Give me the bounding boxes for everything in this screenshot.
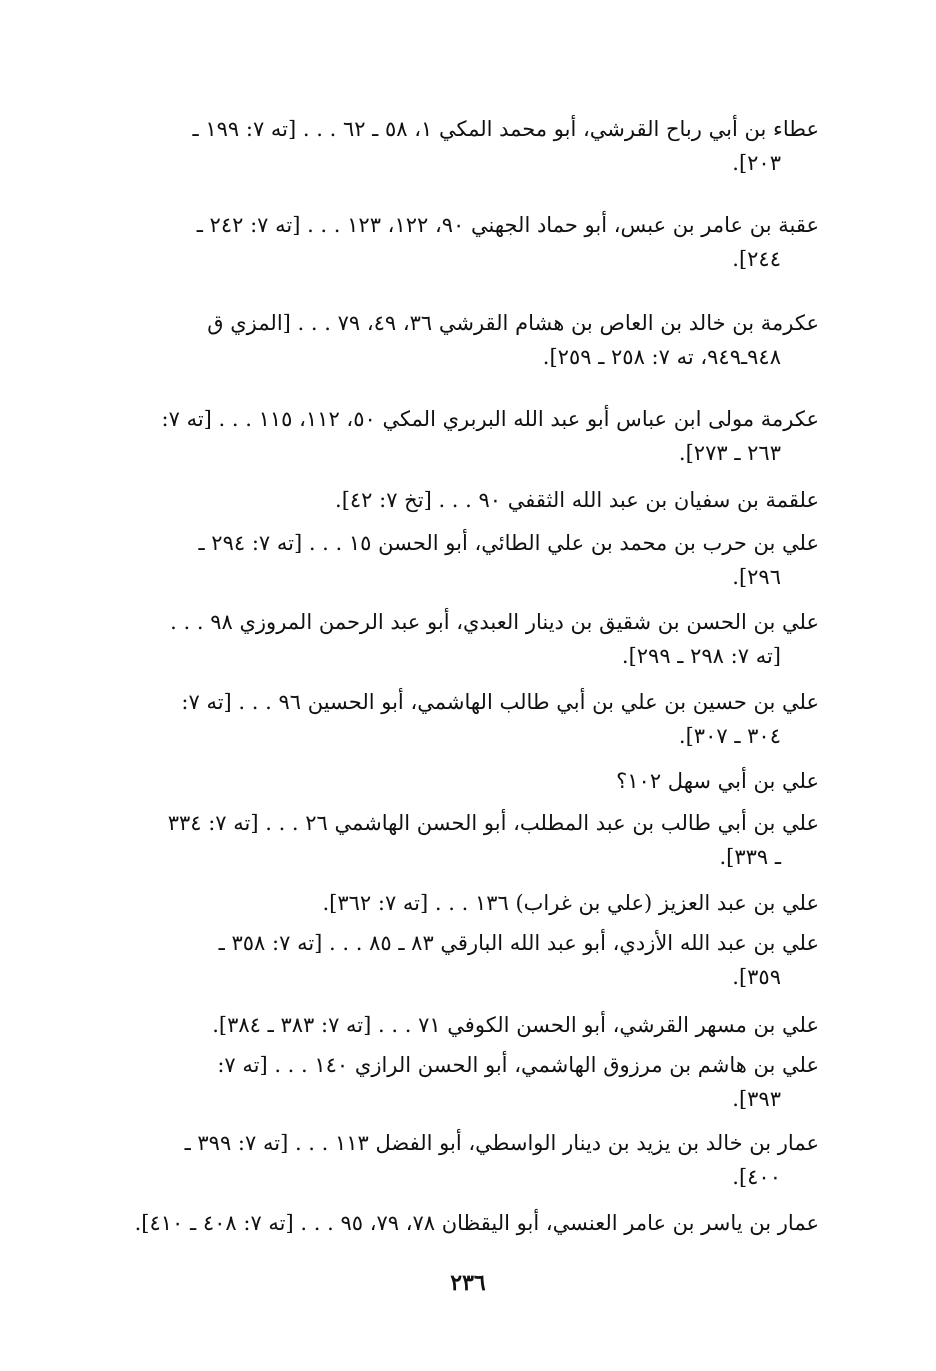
- entry-continuation: ٣٠٤ ـ ٣٠٧].: [678, 724, 781, 748]
- entry-line: عكرمة مولى ابن عباس أبو عبد الله البربري المكي ٥٠، ١١٢، ١١٥ . . . [ته ٧:: [161, 407, 819, 431]
- index-entry: [125, 112, 819, 180]
- entry-line: عقبة بن عامر بن عبس، أبو حماد الجهني ٩٠، ١٢٢، ١٢٣ . . . [ته ٧: ٢٤٢ ـ: [196, 213, 819, 237]
- index-entry: [125, 1206, 819, 1240]
- page-number: ٢٣٦: [450, 1270, 486, 1296]
- entry-line: علي بن هاشم بن مرزوق الهاشمي، أبو الحسن الرازي ١٤٠ . . . [ته ٧:: [217, 1053, 819, 1077]
- index-entry: [125, 483, 819, 517]
- index-entry: [125, 806, 819, 874]
- entry-continuation: ـ ٣٣٩].: [719, 845, 781, 869]
- index-entry: [125, 208, 819, 276]
- index-entry: [125, 526, 819, 594]
- entry-line: علقمة بن سفيان بن عبد الله الثقفي ٩٠ . . . [تخ ٧: ٤٢].: [335, 488, 819, 512]
- index-entry: [125, 1126, 819, 1194]
- entry-continuation: ٣٥٩].: [732, 965, 781, 989]
- entry-continuation: ٢٦٣ ـ ٢٧٣].: [678, 441, 781, 465]
- entry-line: عمار بن خالد بن يزيد بن دينار الواسطي، أبو الفضل ١١٣ . . . [ته ٧: ٣٩٩ ـ: [184, 1131, 819, 1155]
- entry-continuation: ٩٤٨ـ٩٤٩، ته ٧: ٢٥٨ ـ ٢٥٩].: [542, 345, 781, 369]
- index-entry: [125, 402, 819, 470]
- entry-line: علي بن حسين بن علي بن أبي طالب الهاشمي، أبو الحسين ٩٦ . . . [ته ٧:: [181, 690, 819, 714]
- entry-line: علي بن أبي طالب بن عبد المطلب، أبو الحسن الهاشمي ٢٦ . . . [ته ٧: ٣٣٤: [167, 811, 819, 835]
- index-entry: [125, 764, 819, 798]
- entry-line: عطاء بن أبي رباح القرشي، أبو محمد المكي ١، ٥٨ ـ ٦٢ . . . [ته ٧: ١٩٩ ـ: [192, 117, 819, 141]
- index-entry: [125, 306, 819, 374]
- index-entry: [125, 1008, 819, 1042]
- index-entry: [125, 926, 819, 994]
- entry-line: عكرمة بن خالد بن العاص بن هشام القرشي ٣٦، ٤٩، ٧٩ . . . [المزي ق: [207, 311, 819, 335]
- entry-line: علي بن الحسن بن شقيق بن دينار العبدي، أبو عبد الرحمن المروزي ٩٨ . . .: [170, 610, 819, 634]
- entry-continuation: ٣٩٣].: [732, 1087, 781, 1111]
- entry-continuation: ٢٩٦].: [732, 565, 781, 589]
- entry-continuation: [ته ٧: ٢٩٨ ـ ٢٩٩].: [621, 644, 781, 668]
- entry-line: عمار بن ياسر بن عامر العنسي، أبو اليقظان ٧٨، ٧٩، ٩٥ . . . [ته ٧: ٤٠٨ ـ ٤١٠].: [134, 1211, 819, 1235]
- index-entry: [125, 1048, 819, 1116]
- entry-continuation: ٢٠٣].: [732, 151, 781, 175]
- entry-continuation: ٢٤٤].: [732, 247, 781, 271]
- entry-line: علي بن حرب بن محمد بن علي الطائي، أبو الحسن ١٥ . . . [ته ٧: ٢٩٤ ـ: [198, 531, 819, 555]
- index-entry: [125, 685, 819, 753]
- index-entry: [125, 605, 819, 673]
- entry-line: علي بن أبي سهل ١٠٢؟: [616, 769, 819, 793]
- entry-line: علي بن عبد العزيز (علي بن غراب) ١٣٦ . . . [ته ٧: ٣٦٢].: [322, 891, 819, 915]
- index-entry: [125, 886, 819, 920]
- entry-line: علي بن مسهر القرشي، أبو الحسن الكوفي ٧١ . . . [ته ٧: ٣٨٣ ـ ٣٨٤].: [212, 1013, 819, 1037]
- entry-continuation: ٤٠٠].: [732, 1165, 781, 1189]
- entry-line: علي بن عبد الله الأزدي، أبو عبد الله البارقي ٨٣ ـ ٨٥ . . . [ته ٧: ٣٥٨ ـ: [218, 931, 819, 955]
